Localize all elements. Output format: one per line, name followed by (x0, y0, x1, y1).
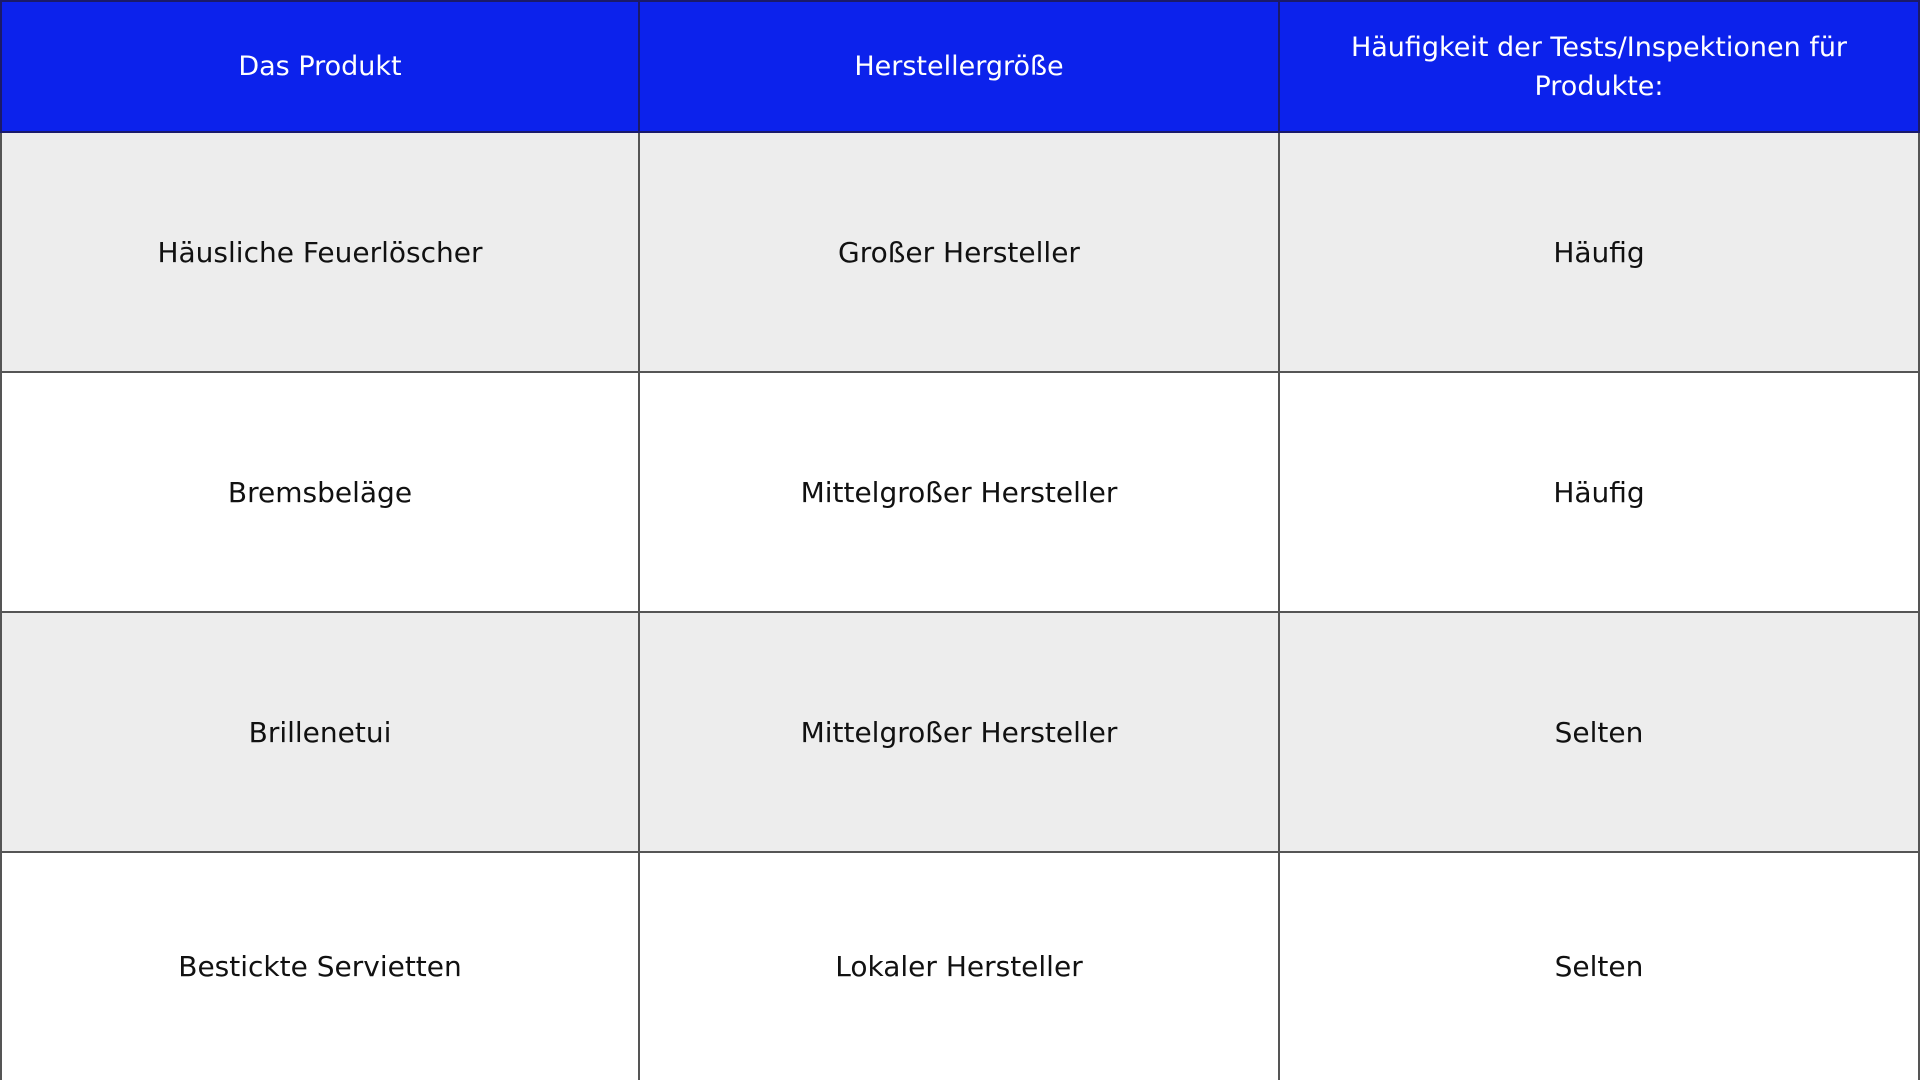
cell-text: Mittelgroßer Hersteller (800, 715, 1118, 749)
cell-text: Häufig (1553, 475, 1645, 509)
table-cell (640, 373, 1280, 613)
table-cell (1280, 133, 1920, 373)
table-cell (0, 853, 640, 1080)
header-cell-test-frequency (1280, 0, 1920, 133)
header-label-test-frequency: Häufigkeit der Tests/Inspektionen für Produkte: (1350, 31, 1848, 102)
cell-text: Häufig (1553, 235, 1645, 269)
header-label-manufacturer-size: Herstellergröße (854, 51, 1064, 82)
cell-text: Bremsbeläge (227, 475, 413, 509)
header-cell-product (0, 0, 640, 133)
table-cell (0, 613, 640, 853)
table-cell (0, 373, 640, 613)
table-cell (640, 133, 1280, 373)
header-cell-manufacturer-size (640, 0, 1280, 133)
cell-text: Häusliche Feuerlöscher (157, 235, 483, 269)
header-label-product: Das Produkt (238, 51, 402, 82)
cell-text: Großer Hersteller (838, 235, 1080, 269)
table-cell (640, 853, 1280, 1080)
cell-text: Lokaler Hersteller (835, 950, 1083, 983)
cell-text: Brillenetui (248, 715, 392, 749)
cell-text: Selten (1554, 950, 1644, 983)
cell-text: Mittelgroßer Hersteller (800, 475, 1118, 509)
table-cell (1280, 613, 1920, 853)
cell-text: Selten (1554, 715, 1644, 749)
cell-text: Bestickte Servietten (178, 950, 462, 983)
table-cell (0, 133, 640, 373)
table-cell (1280, 373, 1920, 613)
table-cell (1280, 853, 1920, 1080)
table-cell (640, 613, 1280, 853)
